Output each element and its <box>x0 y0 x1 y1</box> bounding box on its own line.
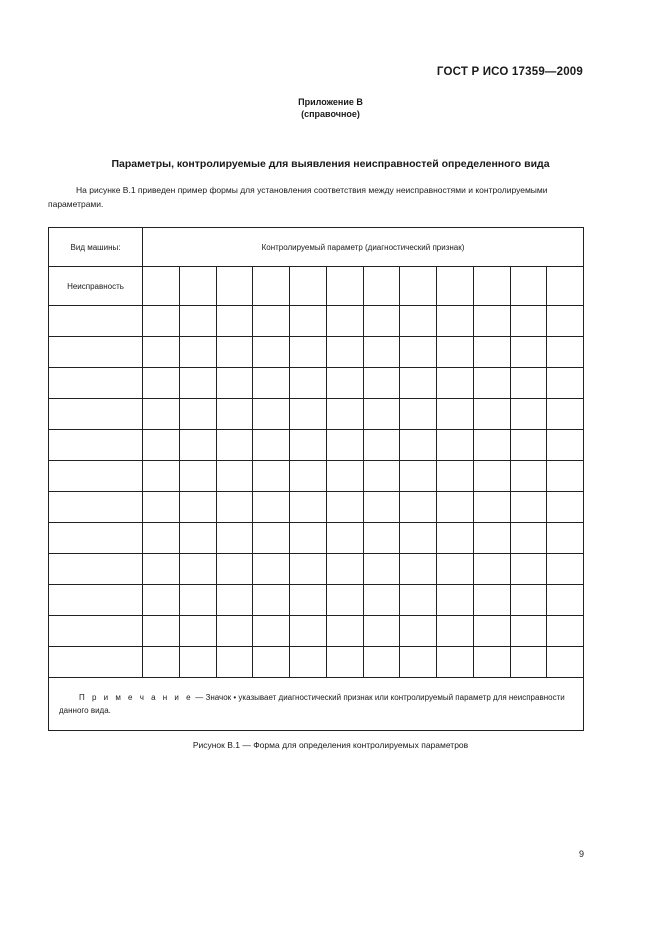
parameter-cell[interactable] <box>253 337 290 368</box>
parameter-cell[interactable] <box>290 399 327 430</box>
parameter-cell[interactable] <box>363 647 400 678</box>
parameter-cell[interactable] <box>290 306 327 337</box>
fault-cell[interactable] <box>49 585 143 616</box>
parameter-cell[interactable] <box>253 306 290 337</box>
parameter-cell[interactable] <box>216 461 253 492</box>
parameter-cell[interactable] <box>216 368 253 399</box>
parameter-cell[interactable] <box>547 492 584 523</box>
parameter-header-cell[interactable] <box>510 267 547 306</box>
parameter-cell[interactable] <box>510 368 547 399</box>
parameter-cell[interactable] <box>216 306 253 337</box>
parameter-cell[interactable] <box>473 430 510 461</box>
parameter-cell[interactable] <box>216 554 253 585</box>
parameter-cell[interactable] <box>400 554 437 585</box>
parameter-cell[interactable] <box>437 523 474 554</box>
parameter-cell[interactable] <box>547 368 584 399</box>
parameter-cell[interactable] <box>363 430 400 461</box>
parameter-cell[interactable] <box>216 337 253 368</box>
parameter-cell[interactable] <box>253 554 290 585</box>
appendix-subtitle: (справочное) <box>301 109 360 119</box>
parameter-cell[interactable] <box>510 430 547 461</box>
parameter-cell[interactable] <box>473 337 510 368</box>
parameter-header-cell[interactable] <box>437 267 474 306</box>
parameter-cell[interactable] <box>510 647 547 678</box>
table-row <box>49 461 584 492</box>
note <box>49 678 584 731</box>
parameter-cell[interactable] <box>547 306 584 337</box>
parameter-cell[interactable] <box>290 430 327 461</box>
parameter-cell[interactable] <box>253 399 290 430</box>
table-row <box>49 492 584 523</box>
note-row <box>49 678 584 731</box>
table-row <box>49 399 584 430</box>
parameter-cell[interactable] <box>179 616 216 647</box>
machine-type-label: Вид машины: <box>49 228 143 267</box>
parameter-cell[interactable] <box>179 430 216 461</box>
parameter-cell[interactable] <box>510 492 547 523</box>
fault-cell[interactable] <box>49 492 143 523</box>
parameter-cell[interactable] <box>290 585 327 616</box>
parameter-cell[interactable] <box>290 647 327 678</box>
parameter-cell[interactable] <box>363 306 400 337</box>
parameter-cell[interactable] <box>510 585 547 616</box>
parameter-cell[interactable] <box>290 523 327 554</box>
fault-cell[interactable] <box>49 647 143 678</box>
parameter-cell[interactable] <box>437 492 474 523</box>
parameter-cell[interactable] <box>473 399 510 430</box>
parameter-header-cell[interactable] <box>400 267 437 306</box>
parameter-cell[interactable] <box>290 492 327 523</box>
parameter-cell[interactable] <box>400 647 437 678</box>
parameter-cell[interactable] <box>179 554 216 585</box>
parameter-cell[interactable] <box>547 585 584 616</box>
section-title: Параметры, контролируемые для выявления неисправностей определенного вида <box>111 158 550 170</box>
parameter-cell[interactable] <box>179 306 216 337</box>
parameter-header-cell[interactable] <box>216 267 253 306</box>
parameter-cell[interactable] <box>400 430 437 461</box>
parameter-header-cell[interactable] <box>290 267 327 306</box>
parameter-header-cell[interactable] <box>179 267 216 306</box>
parameter-cell[interactable] <box>363 399 400 430</box>
parameter-cell[interactable] <box>326 647 363 678</box>
parameter-cell[interactable] <box>143 461 180 492</box>
parameter-cell[interactable] <box>326 306 363 337</box>
parameter-cell[interactable] <box>143 399 180 430</box>
parameter-cell[interactable] <box>253 461 290 492</box>
figure-caption: Рисунок В.1 — Форма для определения контролируемых параметров <box>192 740 469 750</box>
parameter-cell[interactable] <box>363 337 400 368</box>
parameter-cell[interactable] <box>143 585 180 616</box>
parameter-cell[interactable] <box>326 585 363 616</box>
fault-cell[interactable] <box>49 399 143 430</box>
parameter-cell[interactable] <box>473 368 510 399</box>
parameter-cell[interactable] <box>437 399 474 430</box>
parameter-cell[interactable] <box>143 306 180 337</box>
parameter-cell[interactable] <box>473 585 510 616</box>
standard-header: ГОСТ Р ИСО 17359—2009 <box>436 66 583 78</box>
table-row <box>49 616 584 647</box>
parameter-cell[interactable] <box>363 616 400 647</box>
parameter-cell[interactable] <box>326 399 363 430</box>
parameter-cell[interactable] <box>400 399 437 430</box>
parameter-cell[interactable] <box>143 492 180 523</box>
fault-cell[interactable] <box>49 337 143 368</box>
table-row <box>49 647 584 678</box>
parameter-cell[interactable] <box>253 616 290 647</box>
parameter-cell[interactable] <box>400 337 437 368</box>
parameter-cell[interactable] <box>290 461 327 492</box>
table-row <box>49 430 584 461</box>
parameter-cell[interactable] <box>400 585 437 616</box>
parameter-cell[interactable] <box>326 368 363 399</box>
parameter-cell[interactable] <box>143 430 180 461</box>
parameter-cell[interactable] <box>363 523 400 554</box>
parameter-header: Контролируемый параметр (диагностический признак) <box>143 228 584 267</box>
parameter-header-cell[interactable] <box>143 267 180 306</box>
table-row <box>49 368 584 399</box>
parameter-cell[interactable] <box>143 554 180 585</box>
parameter-cell[interactable] <box>216 430 253 461</box>
parameter-cell[interactable] <box>326 461 363 492</box>
parameter-cell[interactable] <box>253 585 290 616</box>
parameter-cell[interactable] <box>326 523 363 554</box>
table-row <box>49 523 584 554</box>
parameter-cell[interactable] <box>547 461 584 492</box>
parameter-cell[interactable] <box>216 585 253 616</box>
parameter-cell[interactable] <box>473 461 510 492</box>
appendix-title: Приложение В <box>298 97 363 107</box>
parameter-cell[interactable] <box>547 337 584 368</box>
parameter-header-cell[interactable] <box>363 267 400 306</box>
fault-cell[interactable] <box>49 461 143 492</box>
parameter-cell[interactable] <box>437 554 474 585</box>
fault-label: Неисправность <box>49 267 143 306</box>
parameter-cell[interactable] <box>179 492 216 523</box>
parameter-cell[interactable] <box>253 492 290 523</box>
parameter-cell[interactable] <box>179 461 216 492</box>
parameter-cell[interactable] <box>179 647 216 678</box>
parameter-cell[interactable] <box>437 337 474 368</box>
parameter-cell[interactable] <box>143 616 180 647</box>
parameter-cell[interactable] <box>290 616 327 647</box>
parameter-cell[interactable] <box>547 616 584 647</box>
parameter-cell[interactable] <box>437 647 474 678</box>
fault-cell[interactable] <box>49 368 143 399</box>
parameter-header-cell[interactable] <box>253 267 290 306</box>
fault-cell[interactable] <box>49 306 143 337</box>
fault-cell[interactable] <box>49 616 143 647</box>
parameter-cell[interactable] <box>253 523 290 554</box>
parameter-cell[interactable] <box>326 337 363 368</box>
parameter-cell[interactable] <box>473 554 510 585</box>
parameter-cell[interactable] <box>216 492 253 523</box>
parameter-cell[interactable] <box>216 399 253 430</box>
parameter-cell[interactable] <box>400 492 437 523</box>
parameter-cell[interactable] <box>290 368 327 399</box>
parameter-cell[interactable] <box>547 554 584 585</box>
parameter-cell[interactable] <box>363 492 400 523</box>
parameter-cell[interactable] <box>547 523 584 554</box>
parameter-cell[interactable] <box>179 399 216 430</box>
fault-cell[interactable] <box>49 430 143 461</box>
parameter-cell[interactable] <box>547 430 584 461</box>
parameter-cell[interactable] <box>290 554 327 585</box>
parameter-cell[interactable] <box>437 585 474 616</box>
note-text: — Значок • указывает диагностический признак или контролируемый параметр для неисправности данного вида. <box>59 693 565 715</box>
parameter-cell[interactable] <box>216 523 253 554</box>
fault-cell[interactable] <box>49 554 143 585</box>
parameter-cell[interactable] <box>510 337 547 368</box>
table-row <box>49 337 584 368</box>
parameter-cell[interactable] <box>510 616 547 647</box>
parameter-cell[interactable] <box>363 368 400 399</box>
table-row <box>49 554 584 585</box>
parameter-cell[interactable] <box>326 430 363 461</box>
parameter-cell[interactable] <box>473 306 510 337</box>
page-number: 9 <box>578 849 584 859</box>
parameter-cell[interactable] <box>216 616 253 647</box>
parameter-cell[interactable] <box>510 523 547 554</box>
parameter-cell[interactable] <box>363 554 400 585</box>
parameter-cell[interactable] <box>326 554 363 585</box>
parameter-cell[interactable] <box>473 647 510 678</box>
parameter-cell[interactable] <box>473 523 510 554</box>
parameter-cell[interactable] <box>143 523 180 554</box>
parameter-cell[interactable] <box>179 337 216 368</box>
parameter-cell[interactable] <box>547 399 584 430</box>
parameter-cell[interactable] <box>179 523 216 554</box>
note-label: П р и м е ч а н и е <box>79 693 194 702</box>
parameter-cell[interactable] <box>143 337 180 368</box>
parameter-header-cell[interactable] <box>547 267 584 306</box>
parameter-cell[interactable] <box>253 647 290 678</box>
parameter-cell[interactable] <box>326 492 363 523</box>
parameter-cell[interactable] <box>437 461 474 492</box>
parameter-cell[interactable] <box>143 647 180 678</box>
parameter-cell[interactable] <box>253 430 290 461</box>
parameter-header-cell[interactable] <box>326 267 363 306</box>
diagnostic-form-table <box>48 227 584 731</box>
parameter-cell[interactable] <box>473 492 510 523</box>
fault-header-row <box>49 267 584 306</box>
parameter-cell[interactable] <box>510 306 547 337</box>
parameter-cell[interactable] <box>179 368 216 399</box>
parameter-cell[interactable] <box>437 430 474 461</box>
parameter-cell[interactable] <box>179 585 216 616</box>
parameter-cell[interactable] <box>143 368 180 399</box>
parameter-cell[interactable] <box>400 306 437 337</box>
table-row <box>49 306 584 337</box>
parameter-cell[interactable] <box>473 616 510 647</box>
parameter-cell[interactable] <box>216 647 253 678</box>
parameter-cell[interactable] <box>400 461 437 492</box>
parameter-cell[interactable] <box>510 554 547 585</box>
table-row <box>49 585 584 616</box>
parameter-cell[interactable] <box>326 616 363 647</box>
parameter-cell[interactable] <box>400 368 437 399</box>
parameter-header-cell[interactable] <box>473 267 510 306</box>
parameter-cell[interactable] <box>437 368 474 399</box>
parameter-cell[interactable] <box>400 523 437 554</box>
parameter-cell[interactable] <box>510 461 547 492</box>
fault-cell[interactable] <box>49 523 143 554</box>
parameter-cell[interactable] <box>437 616 474 647</box>
parameter-cell[interactable] <box>363 585 400 616</box>
parameter-cell[interactable] <box>547 647 584 678</box>
parameter-cell[interactable] <box>253 368 290 399</box>
parameter-cell[interactable] <box>363 461 400 492</box>
parameter-cell[interactable] <box>510 399 547 430</box>
parameter-cell[interactable] <box>400 616 437 647</box>
intro-paragraph: На рисунке В.1 приведен пример формы для установления соответствия между неисправностями и контролируемыми параметрами. <box>48 185 548 209</box>
parameter-cell[interactable] <box>290 337 327 368</box>
form-header-row <box>49 228 584 267</box>
parameter-cell[interactable] <box>437 306 474 337</box>
